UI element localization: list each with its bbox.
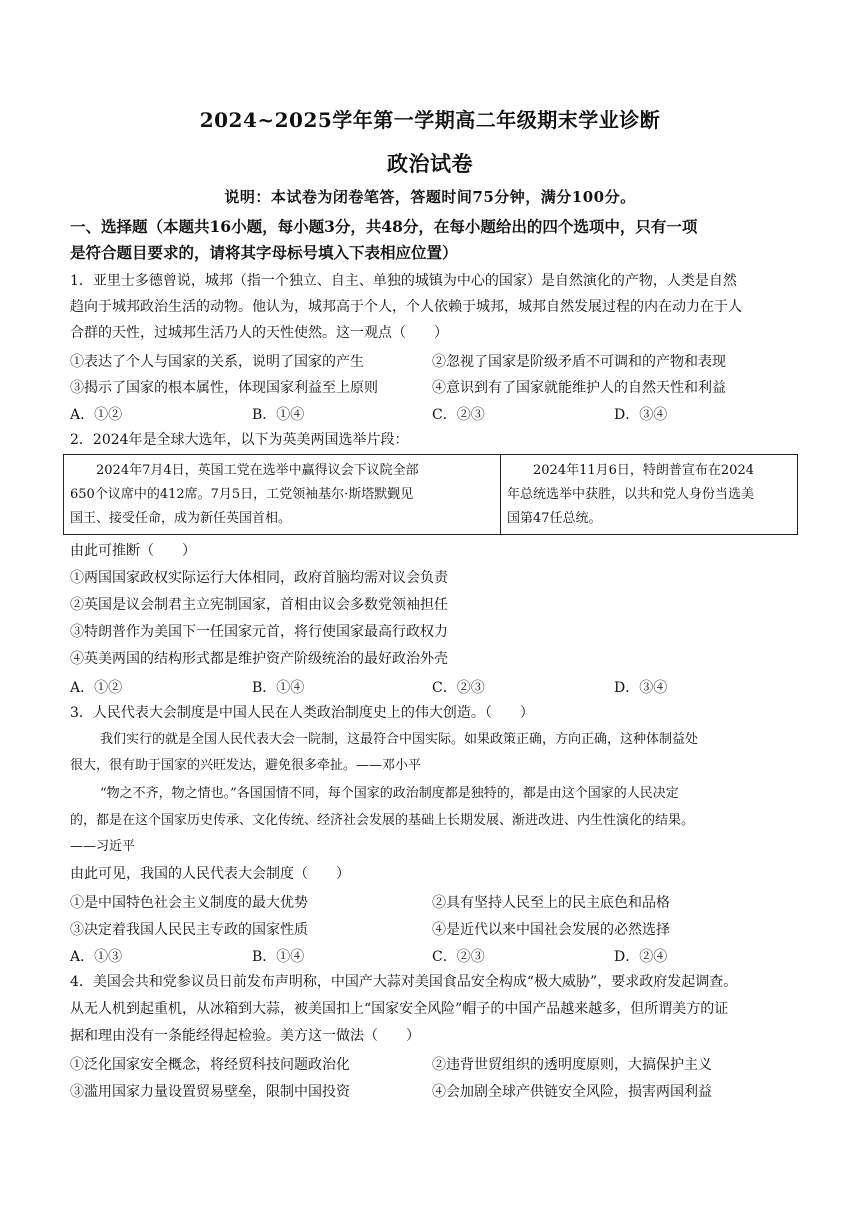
q2-lead: 由此可推断（ ） xyxy=(70,543,196,559)
q1-option-c[interactable]: C．②③ xyxy=(432,407,485,423)
q3-item: ④是近代以来中国社会发展的必然选择 xyxy=(432,922,670,938)
q1-items-row xyxy=(70,351,800,369)
q4-item: ③滥用国家力量设置贸易壁垒，限制中国投资 xyxy=(70,1084,350,1100)
q1-item: ③揭示了国家的根本属性，体现国家利益至上原则 xyxy=(70,380,378,396)
q2-table-line: 2024年7月4日，英国工党在选举中赢得议会下议院全部 xyxy=(96,463,419,478)
q2-item: ①两国国家政权实际运行大体相同，政府首脑均需对议会负责 xyxy=(70,570,448,586)
q2-stem: 2．2024年是全球大选年，以下为英美两国选举片段： xyxy=(70,432,409,448)
q2-item: ④英美两国的结构形式都是维护资产阶级统治的最好政治外壳 xyxy=(70,651,448,667)
q2-table-line: 650个议席中的412席。7月5日，工党领袖基尔·斯塔默觐见 xyxy=(70,487,414,502)
q2-options-row xyxy=(70,677,800,695)
exam-subject: 政治试卷 xyxy=(387,151,473,176)
q3-options-row xyxy=(70,946,800,964)
q3-option-c[interactable]: C．②③ xyxy=(432,949,485,965)
q3-quote2-attribution: ——习近平 xyxy=(70,839,136,854)
q3-item: ①是中国特色社会主义制度的最大优势 xyxy=(70,895,308,911)
q3-option-b[interactable]: B．①④ xyxy=(252,949,305,965)
q2-table-line: 2024年11月6日，特朗普宣布在2024 xyxy=(533,463,754,478)
q2-table-line: 国第47任总统。 xyxy=(507,511,602,526)
q3-option-d[interactable]: D．②④ xyxy=(614,949,668,965)
q3-quote2-line: “物之不齐，物之情也。”各国国情不同，每个国家的政治制度都是独特的，都是由这个国家的人民决定 xyxy=(100,786,679,801)
q1-stem-line: 合群的天性，过城邦生活乃人的天性使然。这一观点（ ） xyxy=(70,325,448,341)
exam-note: 说明：本试卷为闭卷笔答，答题时间75分钟，满分100分。 xyxy=(224,188,636,206)
q3-items-row xyxy=(70,892,800,910)
q1-options-row xyxy=(70,404,800,422)
section-heading-line1: 一、选择题（本题共16小题，每小题3分，共48分，在每小题给出的四个选项中，只有一项 xyxy=(70,217,698,236)
q2-option-a[interactable]: A．①② xyxy=(70,680,123,696)
q3-quote1-line: 很大，很有助于国家的兴旺发达，避免很多牵扯。——邓小平 xyxy=(70,758,422,773)
q4-stem-line: 据和理由没有一条能经得起检验。美方这一做法（ ） xyxy=(70,1028,420,1044)
q4-item: ①泛化国家安全概念，将经贸科技问题政治化 xyxy=(70,1057,350,1073)
q3-option-a[interactable]: A．①③ xyxy=(70,949,123,965)
q4-item: ②违背世贸组织的透明度原则，大搞保护主义 xyxy=(432,1057,712,1073)
q3-stem: 3．人民代表大会制度是中国人民在人类政治制度史上的伟大创造。（ ） xyxy=(70,705,534,721)
q2-item: ②英国是议会制君主立宪制国家，首相由议会多数党领袖担任 xyxy=(70,597,448,613)
q2-option-b[interactable]: B．①④ xyxy=(252,680,305,696)
section-heading-line2: 是符合题目要求的，请将其字母标号填入下表相应位置） xyxy=(70,243,458,262)
q3-quote2-line: 的，都是在这个国家历史传承、文化传统、经济社会发展的基础上长期发展、渐进改进、内生性演化的结果。 xyxy=(70,813,695,828)
q1-item: ④意识到有了国家就能维护人的自然天性和利益 xyxy=(432,380,726,396)
q3-lead: 由此可见，我国的人民代表大会制度（ ） xyxy=(70,866,350,882)
q1-stem-line: 1．亚里士多德曾说，城邦（指一个独立、自主、单独的城镇为中心的国家）是自然演化的产物，人类是自然 xyxy=(70,273,737,289)
q1-option-d[interactable]: D．③④ xyxy=(614,407,668,423)
q4-items-row xyxy=(70,1054,800,1072)
q2-option-c[interactable]: C．②③ xyxy=(432,680,485,696)
q4-items-row xyxy=(70,1081,800,1099)
q2-item: ③特朗普作为美国下一任国家元首，将行使国家最高行政权力 xyxy=(70,624,448,640)
q2-table-line: 国王、接受任命，成为新任英国首相。 xyxy=(70,511,292,526)
q3-quote1-line: 我们实行的就是全国人民代表大会一院制，这最符合中国实际。如果政策正确，方向正确，这种体制益处 xyxy=(100,732,699,747)
q1-option-b[interactable]: B．①④ xyxy=(252,407,305,423)
q1-option-a[interactable]: A．①② xyxy=(70,407,123,423)
q4-item: ④会加剧全球产供链安全风险，损害两国利益 xyxy=(432,1084,712,1100)
exam-title: 2024~2025学年第一学期高二年级期末学业诊断 xyxy=(199,108,661,132)
q2-table-cell-us xyxy=(501,455,797,534)
q3-item: ③决定着我国人民民主专政的国家性质 xyxy=(70,922,308,938)
q1-stem-line: 趋向于城邦政治生活的动物。他认为，城邦高于个人，个人依赖于城邦，城邦自然发展过程的内在动力在于人 xyxy=(70,299,742,315)
q2-option-d[interactable]: D．③④ xyxy=(614,680,668,696)
q2-election-table xyxy=(63,454,798,535)
q4-stem-line: 从无人机到起重机，从冰箱到大蒜，被美国扣上“国家安全风险”帽子的中国产品越来越多，但所谓美方的证 xyxy=(70,1001,729,1017)
q2-table-cell-uk xyxy=(64,455,501,534)
q4-stem-line: 4．美国会共和党参议员日前发布声明称，中国产大蒜对美国食品安全构成“极大威胁”，要求政府发起调查。 xyxy=(70,974,738,990)
q1-item: ①表达了个人与国家的关系，说明了国家的产生 xyxy=(70,354,364,370)
q1-item: ②忽视了国家是阶级矛盾不可调和的产物和表现 xyxy=(432,354,726,370)
q3-items-row xyxy=(70,919,800,937)
q2-table-line: 年总统选举中获胜，以共和党人身份当选美 xyxy=(507,487,755,502)
q3-item: ②具有坚持人民至上的民主底色和品格 xyxy=(432,895,670,911)
q1-items-row xyxy=(70,377,800,395)
